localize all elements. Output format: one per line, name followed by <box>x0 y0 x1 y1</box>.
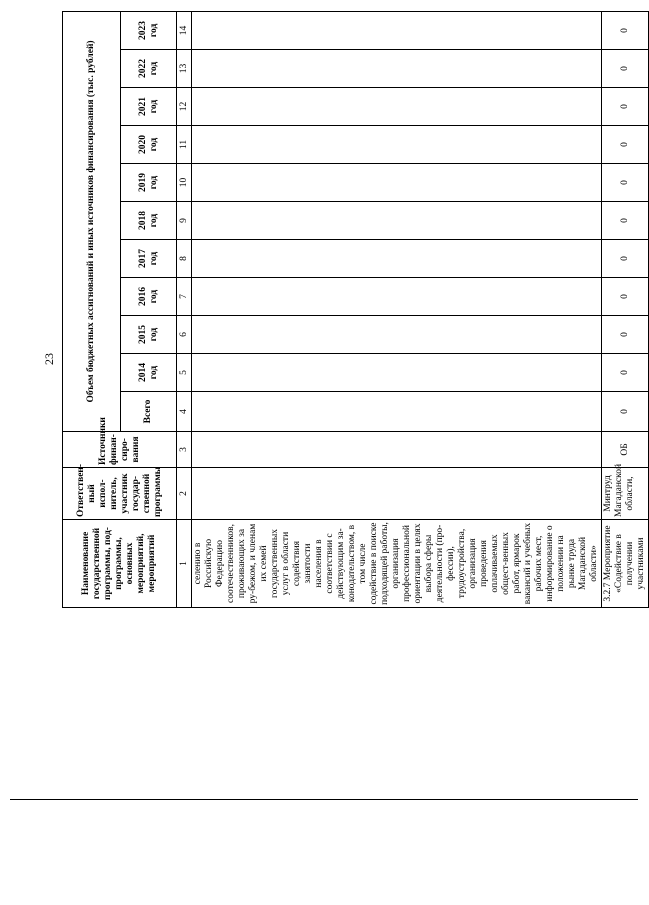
col-number: 12 <box>177 88 192 126</box>
header-year-2015: 2015 год <box>121 316 177 354</box>
header-year-2019: 2019 год <box>121 164 177 202</box>
header-funding-title: Объем бюджетных ассигнований и иных источников финансирования (тыс. рублей) <box>63 11 121 431</box>
col-number: 5 <box>177 354 192 392</box>
col-number: 7 <box>177 278 192 316</box>
row-value: 0 <box>602 316 649 354</box>
header-year-2020: 2020 год <box>121 126 177 164</box>
header-year-2014: 2014 год <box>121 354 177 392</box>
col-number: 3 <box>177 432 192 468</box>
header-year-2021: 2021 год <box>121 88 177 126</box>
row-name: селению в Российскую Федерацию соотечественников, проживающих за ру-бежом, и членам их семей государственных услуг в области содействия занятости населения в соответствии с действующим за-конодательством, в том числе содействие в поиске подходящей работы, организация профессиональной ориентации в целях выбора сферы деятельности (про-фессии), трудоустройства, организация проведения оплачиваемых общест-венных работ, ярмарок вакансий и учебных рабочих мест, информирование о положении на рынке труда Магаданской области» <box>192 520 602 608</box>
header-year-2023: 2023 год <box>121 11 177 49</box>
col-number: 4 <box>177 392 192 432</box>
row-value: 0 <box>602 278 649 316</box>
header-source: Источники финан-сиро-вания <box>63 432 177 468</box>
row-source: ОБ <box>602 432 649 468</box>
col-number: 8 <box>177 240 192 278</box>
row-value <box>192 50 602 88</box>
header-year-2017: 2017 год <box>121 240 177 278</box>
funding-table <box>62 11 649 608</box>
col-number: 9 <box>177 202 192 240</box>
col-number: 1 <box>177 520 192 608</box>
page-number: 23 <box>42 353 56 365</box>
table-row <box>192 11 602 607</box>
row-value <box>192 88 602 126</box>
row-value <box>192 11 602 49</box>
header-responsible: Ответствен-ный испол-нитель, участник государ-ственной программы <box>63 468 177 520</box>
row-value <box>192 278 602 316</box>
col-number: 13 <box>177 50 192 88</box>
column-index-row <box>177 11 192 607</box>
header-year-total: Всего <box>121 392 177 432</box>
table-row <box>602 11 649 607</box>
row-value: 0 <box>602 240 649 278</box>
row-value: 0 <box>602 202 649 240</box>
row-responsible: Минтруд Магаданской области, <box>602 468 649 520</box>
col-number: 6 <box>177 316 192 354</box>
row-value: 0 <box>602 11 649 49</box>
row-source <box>192 432 602 468</box>
row-responsible <box>192 468 602 520</box>
row-value <box>192 164 602 202</box>
header-year-2016: 2016 год <box>121 278 177 316</box>
row-value <box>192 316 602 354</box>
row-value <box>192 126 602 164</box>
row-value <box>192 354 602 392</box>
row-value: 0 <box>602 126 649 164</box>
row-value <box>192 392 602 432</box>
header-year-2018: 2018 год <box>121 202 177 240</box>
page-divider-line <box>10 799 638 800</box>
header-year-2022: 2022 год <box>121 50 177 88</box>
row-value: 0 <box>602 164 649 202</box>
row-name: 3.2.7 Мероприятие «Содействие в получении участниками <box>602 520 649 608</box>
row-value: 0 <box>602 354 649 392</box>
col-number: 11 <box>177 126 192 164</box>
col-number: 14 <box>177 11 192 49</box>
row-value: 0 <box>602 392 649 432</box>
row-value: 0 <box>602 50 649 88</box>
row-value <box>192 240 602 278</box>
col-number: 2 <box>177 468 192 520</box>
col-number: 10 <box>177 164 192 202</box>
row-value: 0 <box>602 88 649 126</box>
row-value <box>192 202 602 240</box>
header-name: Наименование государственной программы, под-программы, основных мероприятий, мероприятий <box>63 520 177 608</box>
